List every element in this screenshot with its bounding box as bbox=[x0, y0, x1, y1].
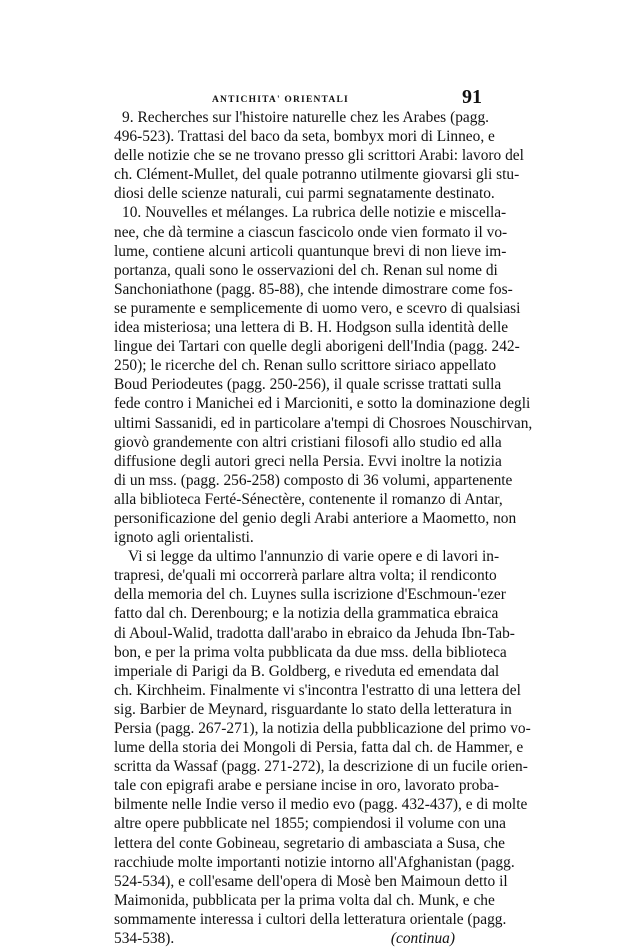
text-line: bilmente nelle Indie verso il medio evo (pagg. 432-437), e di molte bbox=[114, 796, 528, 814]
text-line: bon, e per la prima volta pubblicata da due mss. della biblioteca bbox=[114, 643, 507, 661]
text-line: 250); le ricerche del ch. Renan sullo scrittore siriaco appellato bbox=[114, 357, 497, 375]
text-line: 9. Recherches sur l'histoire naturelle chez les Arabes (pagg. bbox=[122, 109, 489, 126]
text-line: fede contro i Manichei ed i Marcioniti, e sotto la dominazione degli bbox=[114, 395, 531, 413]
text-line: lettera del conte Gobineau, segretario di ambasciata a Susa, che bbox=[114, 834, 506, 852]
text-line: trapresi, de'quali mi occorrerà parlare altra volta; il rendiconto bbox=[114, 567, 497, 585]
text-line: lume della storia dei Mongoli di Persia, fatta dal ch. de Hammer, e bbox=[114, 739, 524, 757]
text-line: Boud Periodeutes (pagg. 250-256), il quale scrisse trattati sulla bbox=[114, 376, 502, 394]
text-line: sig. Barbier de Meynard, risguardante lo stato della letteratura in bbox=[114, 700, 512, 718]
text-line: lume, contiene alcuni articoli quantunque brevi di non lieve im- bbox=[114, 242, 507, 260]
text-line: Sanchoniathone (pagg. 85-88), che intende dimostrare come fos- bbox=[114, 280, 513, 298]
text-line: imperiale di Parigi da B. Goldberg, e riveduta ed emendata dal bbox=[114, 662, 500, 680]
text-line: racchiude molte importanti notizie intorno all'Afghanistan (pagg. bbox=[114, 853, 515, 871]
text-line: di un mss. (pagg. 256-258) composto di 36 volumi, appartenente bbox=[114, 471, 513, 489]
text-line: 496-523). Trattasi del baco da seta, bombyx mori di Linneo, e bbox=[114, 128, 495, 146]
page-number: 91 bbox=[462, 86, 482, 108]
text-line: fatto dal ch. Derenbourg; e la notizia della grammatica ebraica bbox=[114, 605, 499, 623]
text-line: diffusione degli autori greci nella Persia. Evvi inoltre la notizia bbox=[114, 452, 502, 470]
text-line: scritta da Wassaf (pagg. 271-272), la descrizione di un fucile orien- bbox=[114, 758, 528, 776]
text-line: ch. Kirchheim. Finalmente vi s'incontra l'estratto di una lettera del bbox=[114, 681, 521, 699]
body-text bbox=[114, 108, 533, 948]
text-line: delle notizie che se ne trovano presso gli scrittori Arabi: lavoro del bbox=[114, 147, 524, 165]
text-line: nee, che dà termine a ciascun fascicolo onde vien formato il vo- bbox=[114, 223, 508, 241]
text-line: Vi si legge da ultimo l'annunzio di varie opere e di lavori in- bbox=[128, 548, 500, 566]
text-line: Persia (pagg. 267-271), la notizia della pubblicazione del primo vo- bbox=[114, 720, 531, 737]
text-line: portanza, quali sono le osservazioni del ch. Renan sul nome di bbox=[114, 261, 498, 279]
running-head bbox=[112, 86, 486, 110]
text-line: di Aboul-Walid, tradotta dall'arabo in ebraico da Jehuda Ibn-Tab- bbox=[114, 624, 515, 642]
text-line: ignoto agli orientalisti. bbox=[114, 529, 254, 547]
text-line: 10. Nouvelles et mélanges. La rubrica delle notizie e miscella- bbox=[122, 204, 507, 222]
text-line: diosi delle scienze naturali, cui parmi segnatamente destinato. bbox=[114, 185, 495, 203]
last-line bbox=[114, 929, 489, 948]
text-line: se puramente e semplicemente di uomo vero, e scevro di qualsiasi bbox=[114, 299, 521, 317]
text-line: della memoria del ch. Luynes sulla iscrizione d'Eschmoun-'ezer bbox=[114, 586, 506, 604]
text-line: altre opere pubblicate nel 1855; compiendosi il volume con una bbox=[114, 815, 506, 833]
text-line: alla biblioteca Ferté-Sénectère, contenente il romanzo di Antar, bbox=[114, 490, 503, 508]
text-line: ch. Clément-Mullet, del quale potranno utilmente giovarsi gli stu- bbox=[114, 166, 520, 184]
text-line: personificazione del genio degli Arabi anteriore a Maometto, non bbox=[114, 509, 517, 527]
continua-marker: (continua) bbox=[390, 930, 455, 948]
text-line: idea misteriosa; una lettera di B. H. Hodgson sulla identità delle bbox=[114, 319, 509, 337]
text-line: lingue dei Tartari con quelle degli aborigeni dell'India (pagg. 242- bbox=[114, 338, 520, 356]
text-line: 524-534), e coll'esame dell'opera di Mosè ben Maimoun detto il bbox=[114, 872, 508, 890]
text-line: 534-538). bbox=[114, 930, 175, 948]
text-line: tale con epigrafi arabe e persiane incise in oro, lavorato proba- bbox=[114, 777, 500, 795]
text-line: ultimi Sassanidi, ed in particolare a'tempi di Chosroes Nouschirvan, bbox=[114, 414, 533, 432]
text-line: giovò grandemente con altri cristiani filosofi allo studio ed alla bbox=[114, 433, 502, 451]
running-head-title: ANTICHITA' ORIENTALI bbox=[212, 95, 349, 105]
text-line: Maimonida, pubblicata per la prima volta dal ch. Munk, e che bbox=[114, 891, 495, 909]
text-line: sommamente interessa i cultori della letteratura orientale (pagg. bbox=[114, 910, 507, 928]
